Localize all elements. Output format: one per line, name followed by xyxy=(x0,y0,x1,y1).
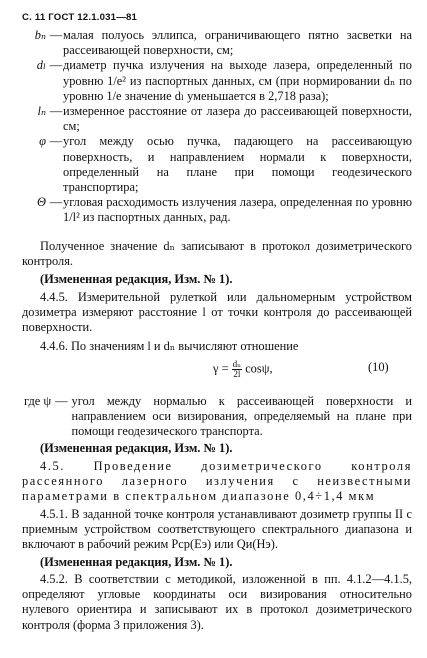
definition-term: Θ xyxy=(37,195,46,210)
definition-text: измеренное расстояние от лазера до рассеивающей поверхности, см; xyxy=(63,104,412,134)
paragraph-4-4-6: 4.4.6. По значениям l и dₙ вычисляют отношение xyxy=(40,339,299,353)
paragraph-4-5-1: 4.5.1. В заданной точке контроля устанавливают дозиметр группы II с приемным устройством соответствующего спектрального диапазона и включают в рабочий режим Pср(Eэ) или Qи(Hэ). xyxy=(22,507,412,552)
formula-numerator: dₙ xyxy=(232,359,242,369)
definition-list xyxy=(20,28,412,226)
definition-dash: — xyxy=(49,134,63,149)
definition-text: угол между осью пучка, падающего на рассеивающую поверхность, и направлением нормали к поверхности, определенный на плане при помощи геодезического транспортира; xyxy=(63,134,412,195)
amendment-note: (Измененная редакция, Изм. № 1). xyxy=(40,272,233,286)
section-4-5-heading: 4.5. Проведение дозиметрического контроля рассеянного лазерного излучения с неизвестными параметрами в спектральном диапазоне 0,4÷1,4 мкм xyxy=(22,459,412,504)
definition-term: dₗ xyxy=(36,58,46,73)
paragraph-4-4-5: 4.4.5. Измерительной рулеткой или дальномерным устройством дозиметра измеряют расстояние l от точки контроля до рассеивающей поверхности. xyxy=(22,290,412,335)
definition-dash: — xyxy=(49,195,63,210)
definition-term: lₙ xyxy=(37,104,46,119)
formula-expression xyxy=(213,360,273,379)
definition-text: малая полуось эллипса, ограничивающего пятно засветки на рассеивающей поверхности, см; xyxy=(63,28,412,58)
formula-lhs: γ = xyxy=(213,361,229,376)
amendment-note: (Измененная редакция, Изм. № 1). xyxy=(40,441,233,455)
where-dash: — xyxy=(55,394,68,408)
definition-term: φ xyxy=(39,134,46,149)
definition-text: диаметр пучка излучения на выходе лазера, определенный по уровню 1/e² из паспортных данных, см (при нормировании dₙ по уровню 1/e значение dₗ уменьшается в 2,718 раза); xyxy=(63,58,412,103)
where-lead: где ψ xyxy=(24,394,52,408)
formula-rhs: cosψ, xyxy=(245,361,273,376)
formula-fraction xyxy=(232,360,242,379)
formula-denominator: 2l xyxy=(233,369,241,379)
definition-item xyxy=(20,195,412,225)
formula-number: (10) xyxy=(368,360,389,374)
paragraph-4-5-2: 4.5.2. В соответствии с методикой, изложенной в пп. 4.1.2—4.1.5, определяют угловые координаты оси визирования относительно нулевого ориентира и записывают их в протокол дозиметрического контроля (форма 3 приложения 3). xyxy=(22,572,412,632)
definition-item xyxy=(20,28,412,58)
formula-10 xyxy=(0,360,427,390)
result-paragraph: Полученное значение dₙ записывают в протокол дозиметрического контроля. xyxy=(22,239,412,269)
where-text: угол между нормалью к рассеивающей поверхности и направлением оси визирования, определяемый на плане при помощи геодезического транспорта. xyxy=(71,394,412,439)
definition-text: угловая расходимость излучения лазера, определенная по уровню 1/l² из паспортных данных, рад. xyxy=(63,195,412,225)
page-header: С. 11 ГОСТ 12.1.031—81 xyxy=(22,12,138,23)
definition-dash: — xyxy=(49,58,63,73)
amendment-note: (Измененная редакция, Изм. № 1). xyxy=(40,555,233,569)
definition-term: bₙ xyxy=(34,28,46,42)
definition-dash: — xyxy=(49,104,63,119)
definition-item xyxy=(20,104,412,134)
definition-item xyxy=(20,58,412,104)
where-clause xyxy=(22,394,412,440)
definition-item xyxy=(20,134,412,195)
definition-dash: — xyxy=(49,28,63,42)
